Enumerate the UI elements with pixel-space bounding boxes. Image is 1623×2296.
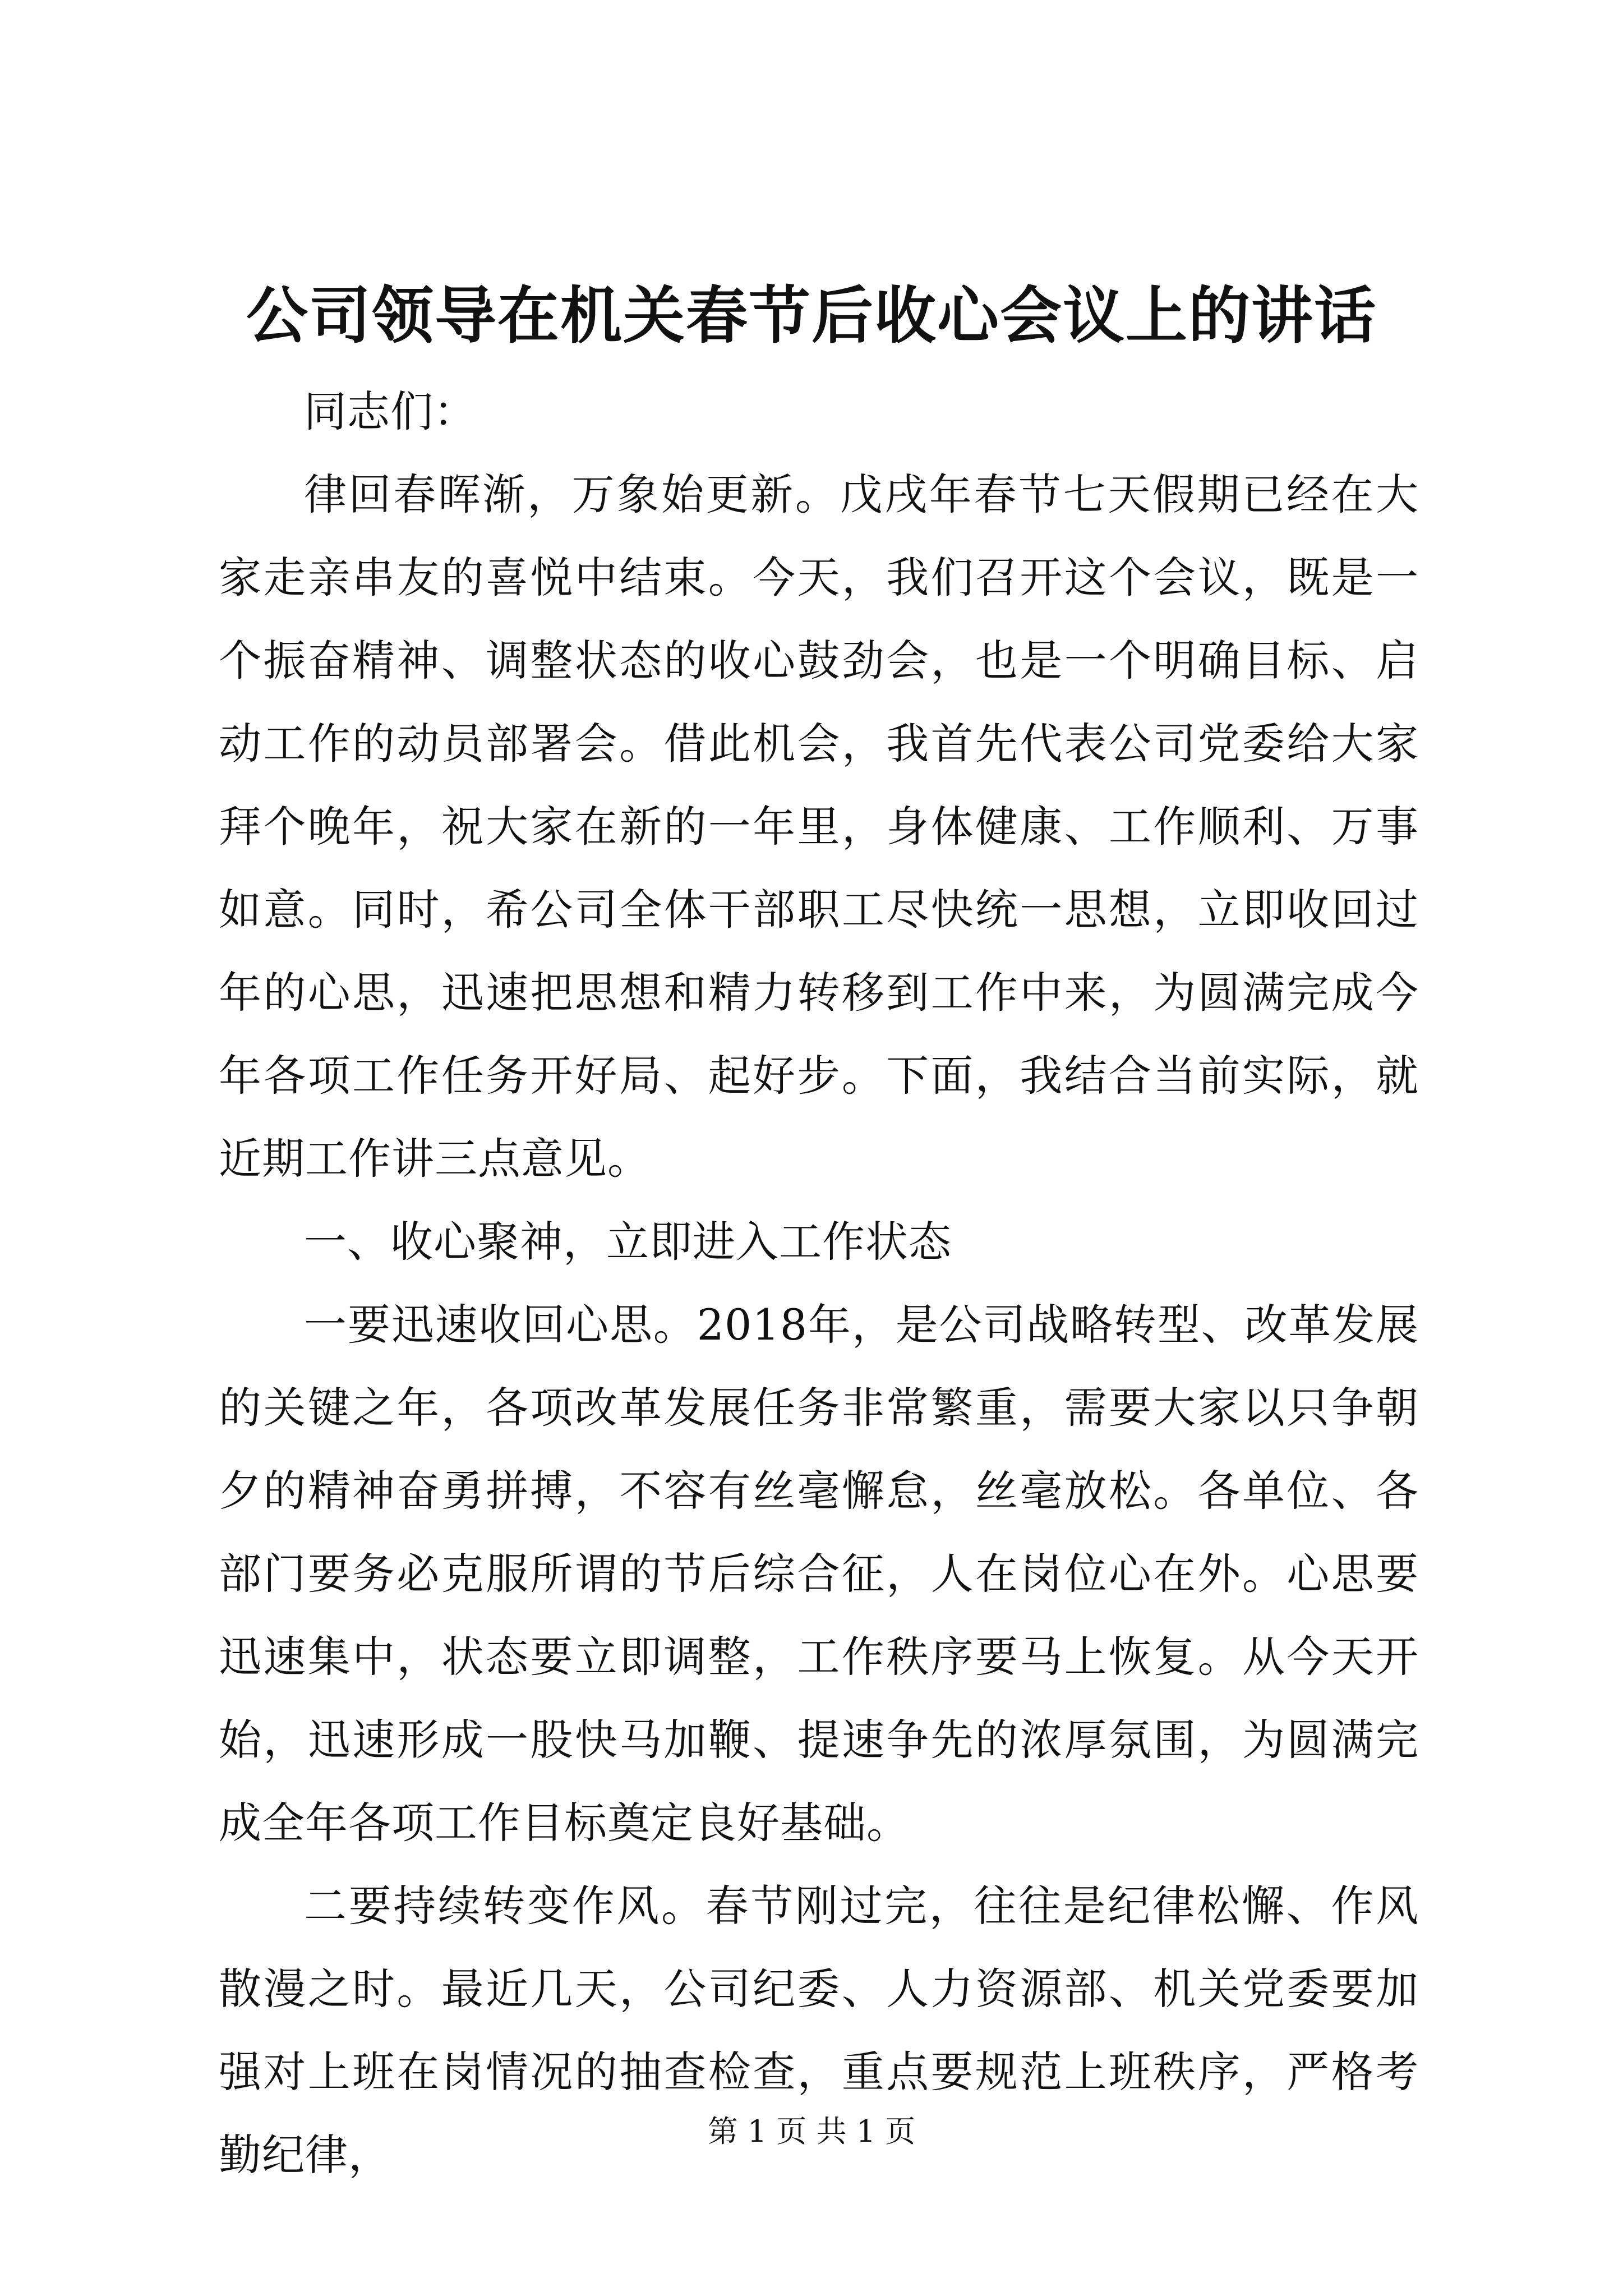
paragraph-point-2: 二要持续转变作风。春节刚过完，往往是纪律松懈、作风散漫之时。最近几天，公司纪委、人力资源部、机关党委要加强对上班在岗情况的抽查检查，重点要规范上班秩序，严格考勤纪律， [219, 1881, 1419, 2180]
paragraph-intro: 律回春晖渐，万象始更新。戊戌年春节七天假期已经在大家走亲串友的喜悦中结束。今天，我们召开这个会议，既是一个振奋精神、调整状态的收心鼓劲会，也是一个明确目标、启动工作的动员部署会。借此机会，我首先代表公司党委给大家拜个晚年，祝大家在新的一年里，身体健康、工作顺利、万事如意。同时，希公司全体干部职工尽快统一思想，立即收回过年的心思，迅速把思想和精力转移到工作中来，为圆满完成今年各项工作任务开好局、起好步。下面，我结合当前实际，就近期工作讲三点意见。 [219, 470, 1419, 1184]
section-heading-1: 一、收心聚神，立即进入工作状态 [304, 1217, 952, 1267]
salutation: 同志们： [304, 386, 477, 436]
paragraph-point-1: 一要迅速收回心思。2018年，是公司战略转型、改革发展的关键之年，各项改革发展任务非常繁重，需要大家以只争朝夕的精神奋勇拼搏，不容有丝毫懈怠，丝毫放松。各单位、各部门要务必克服所谓的节后综合征，人在岗位心在外。心思要迅速集中，状态要立即调整，工作秩序要马上恢复。从今天开始，迅速形成一股快马加鞭、提速争先的浓厚氛围，为圆满完成全年各项工作目标奠定良好基础。 [219, 1300, 1419, 1848]
document-body [219, 370, 1419, 2197]
document-title: 公司领导在机关春节后收心会议上的讲话 [246, 279, 1377, 352]
page-footer: 第 1 页 共 1 页 [707, 2114, 916, 2149]
